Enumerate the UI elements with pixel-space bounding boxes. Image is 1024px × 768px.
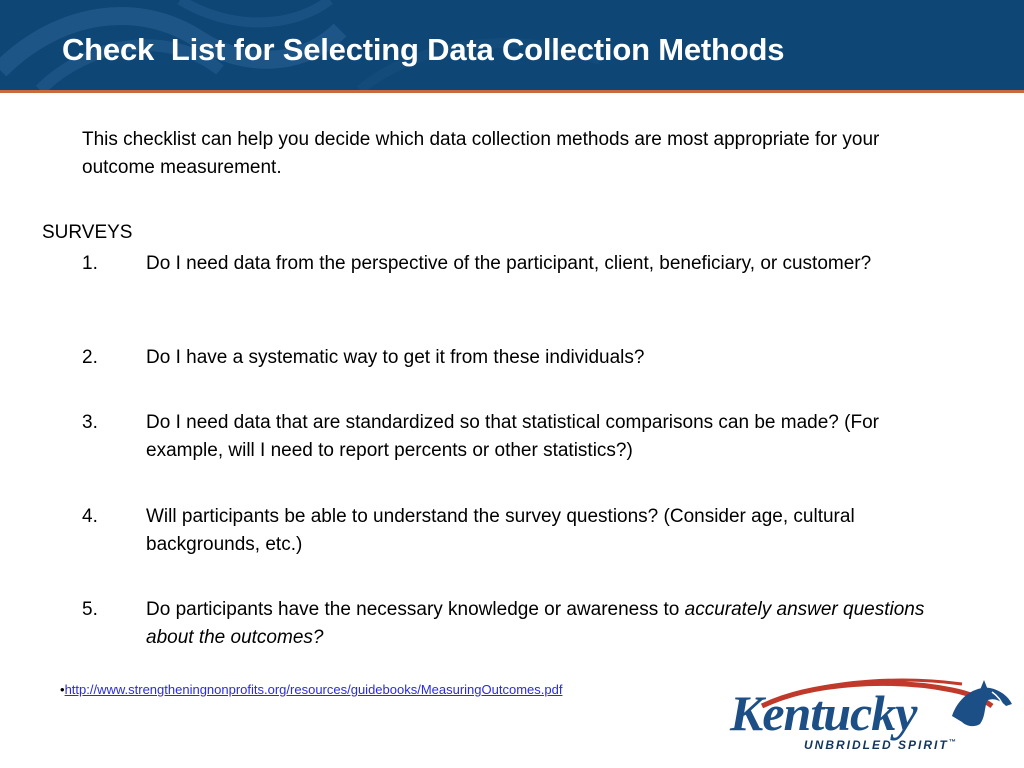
item-text: Do I have a systematic way to get it from these individuals? (146, 347, 645, 368)
item-number: 2. (82, 347, 98, 368)
source-reference (60, 682, 562, 698)
bullet: • (60, 682, 65, 697)
trademark-symbol: ™ (948, 739, 958, 746)
item-text: Do I need data from the perspective of the participant, client, beneficiary, or customer? (146, 253, 872, 274)
logo-tagline: UNBRIDLED SPIRIT™ (804, 738, 958, 752)
intro-text: This checklist can help you decide which data collection methods are most appropriate for your outcome measurement. (82, 129, 880, 178)
item-number: 1. (82, 253, 98, 274)
item-text-plain: Do participants have the necessary knowledge or awareness to (146, 599, 685, 620)
logo-wordmark: Kentucky (730, 685, 917, 741)
item-number: 4. (82, 506, 98, 527)
item-text-emphasis: accurately answer questions about the outcomes? (146, 599, 925, 648)
item-text: Will participants be able to understand the survey questions? (Consider age, cultural backgrounds, etc.) (146, 506, 855, 555)
item-text: Do I need data that are standardized so that statistical comparisons can be made? (For example, will I need to report percents or other statistics?) (146, 412, 879, 461)
section-heading-surveys: SURVEYS (42, 222, 133, 243)
item-number: 3. (82, 412, 98, 433)
slide-header (0, 0, 1024, 90)
header-divider (0, 90, 1024, 93)
slide-title: Check List for Selecting Data Collection Methods (62, 32, 785, 67)
item-number: 5. (82, 599, 98, 620)
item-text (146, 596, 936, 652)
kentucky-logo (722, 676, 1018, 764)
source-link[interactable]: http://www.strengtheningnonprofits.org/resources/guidebooks/MeasuringOutcomes.pdf (64, 682, 563, 697)
